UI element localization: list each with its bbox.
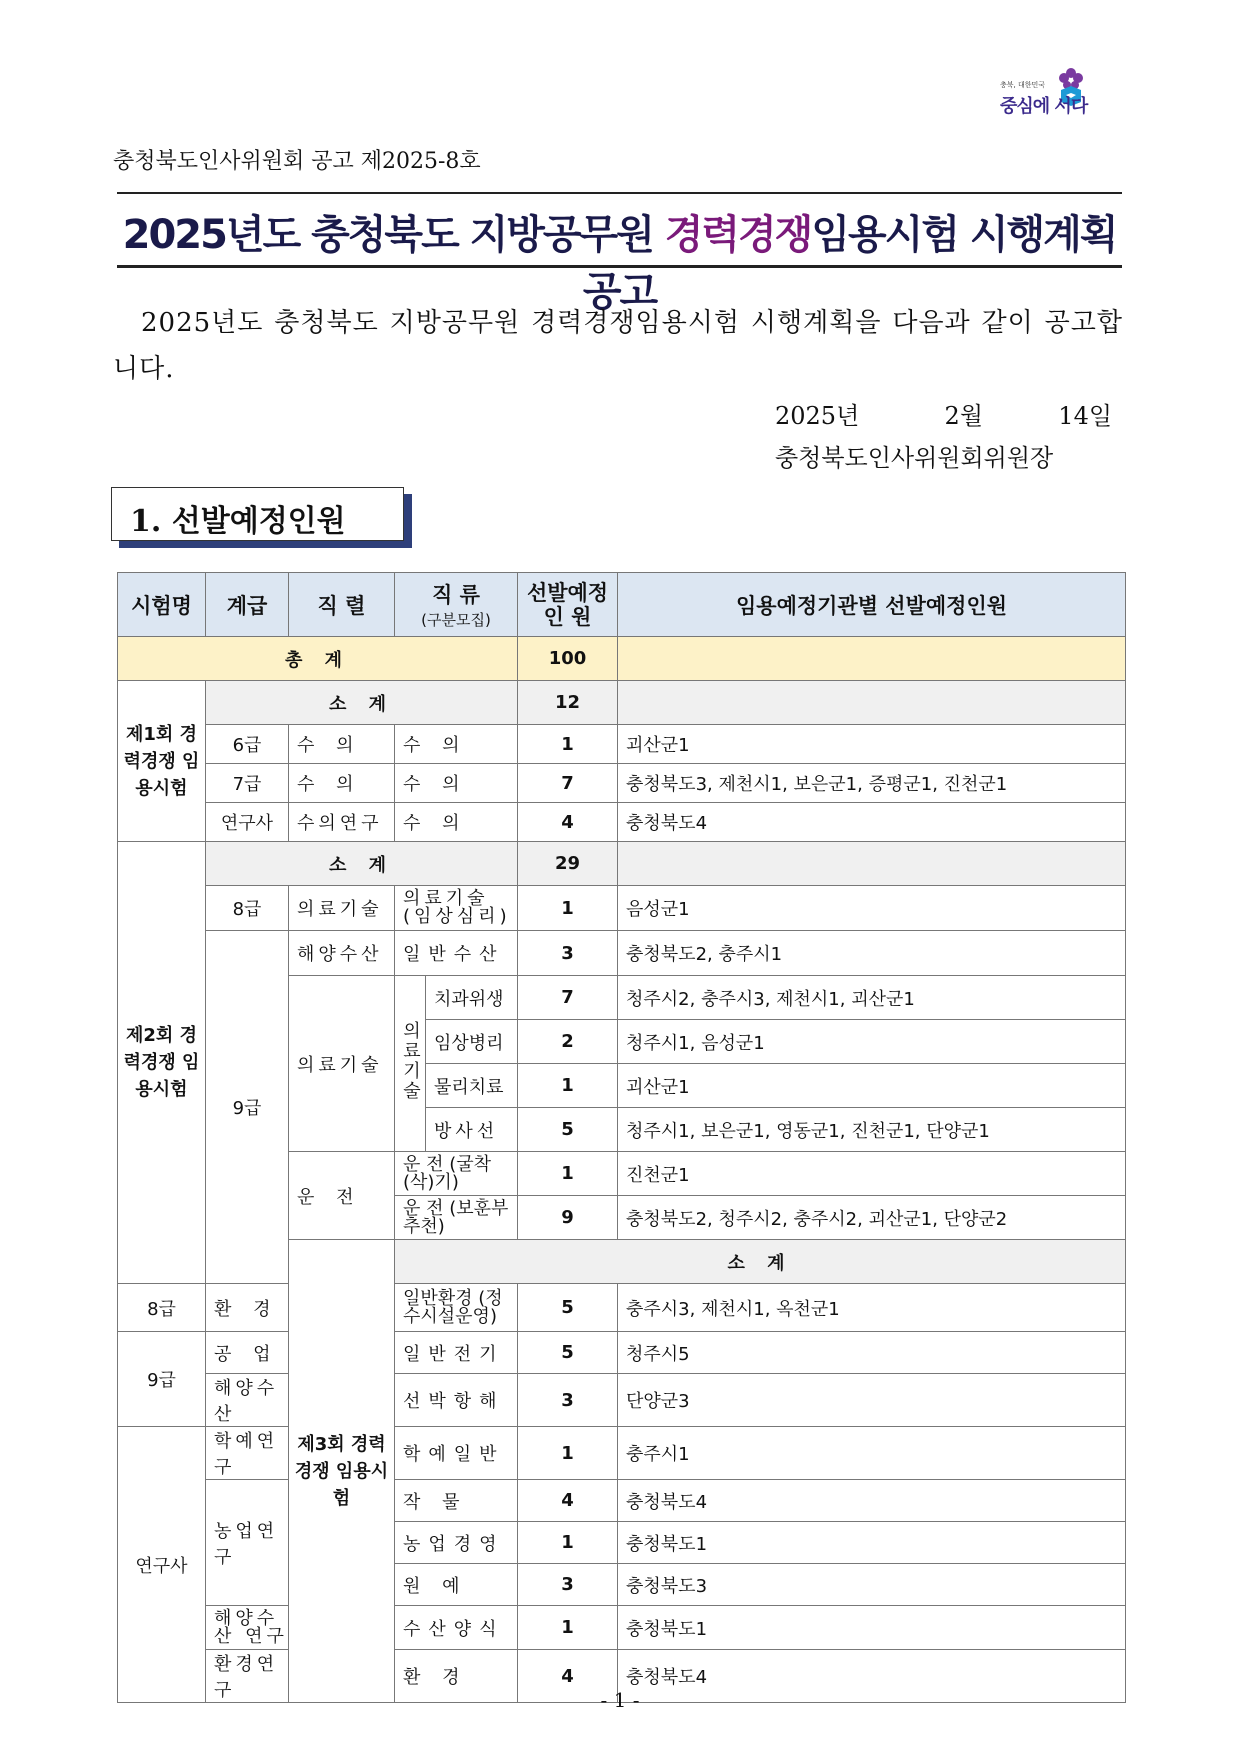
cell-count: 5 [518, 1332, 618, 1374]
cell-series: 농업연구 [206, 1480, 289, 1606]
cell-count: 3 [518, 1374, 618, 1427]
cell-class: 환 경 [395, 1650, 518, 1703]
table-row [118, 725, 1126, 764]
title-rule-bottom [117, 265, 1122, 268]
cell-count: 4 [518, 1650, 618, 1703]
cell-class: 학예일반 [395, 1427, 518, 1480]
date-year: 2025년 [775, 402, 860, 430]
cell-agencies: 충주시3, 제천시1, 옥천군1 [618, 1284, 1126, 1332]
table-row [118, 931, 1126, 976]
cell-series: 수 의 [289, 764, 395, 803]
cell-series: 학예연구 [206, 1427, 289, 1480]
table-row [118, 1480, 1126, 1522]
cell-agencies: 단양군3 [618, 1374, 1126, 1427]
cell-count: 1 [518, 1427, 618, 1480]
total-count: 100 [518, 637, 618, 681]
cell-class: 임상병리 [426, 1020, 518, 1064]
cell-class: 수산양식 [395, 1606, 518, 1650]
header-grade: 계급 [206, 573, 289, 637]
cell-agencies: 충청북도1 [618, 1522, 1126, 1564]
cell-count: 1 [518, 1064, 618, 1108]
cell-grade: 연구사 [118, 1427, 206, 1703]
cell-count: 1 [518, 1606, 618, 1650]
cell-count: 4 [518, 803, 618, 842]
page-number: - 1 - [600, 1688, 640, 1712]
cell-agencies: 청주시2, 충주시3, 제천시1, 괴산군1 [618, 976, 1126, 1020]
cell-class: 수 의 [395, 764, 518, 803]
header-class: 직 류 (구분모집) [395, 573, 518, 637]
cell-count: 1 [518, 1152, 618, 1196]
cell-agencies: 괴산군1 [618, 1064, 1126, 1108]
table-row [118, 1606, 1126, 1650]
cell-count: 2 [518, 1020, 618, 1064]
cell-count: 3 [518, 1564, 618, 1606]
cell-agencies: 충청북도3, 제천시1, 보은군1, 증평군1, 진천군1 [618, 764, 1126, 803]
cell-count: 1 [518, 886, 618, 931]
exam-name: 제1회 경력경쟁 임용시험 [118, 681, 206, 842]
section-heading-box [111, 487, 404, 541]
title-after: 임용시험 시행계획 공고 [582, 212, 1117, 315]
cell-count: 4 [518, 1480, 618, 1522]
table-row [118, 803, 1126, 842]
cell-count: 7 [518, 764, 618, 803]
cell-series: 수의연구 [289, 803, 395, 842]
cell-class: 치과위생 [426, 976, 518, 1020]
cell-class: 원 예 [395, 1564, 518, 1606]
subtotal-count: 12 [518, 681, 618, 725]
notice-number: 충청북도인사위원회 공고 제2025-8호 [113, 149, 481, 174]
cell-class: 일반수산 [395, 931, 518, 976]
cell-count: 1 [518, 725, 618, 764]
subtotal-label: 소 계 [395, 1240, 1126, 1284]
notice-date [775, 396, 1112, 431]
cell-count: 7 [518, 976, 618, 1020]
cell-agencies: 충주시1 [618, 1427, 1126, 1480]
cell-agencies: 충청북도4 [618, 1650, 1126, 1703]
table-row [118, 1332, 1126, 1374]
header-exam: 시험명 [118, 573, 206, 637]
cell-grade: 7급 [206, 764, 289, 803]
cell-count: 9 [518, 1196, 618, 1240]
table-row [118, 1284, 1126, 1332]
cell-count: 1 [518, 1522, 618, 1564]
logo [1000, 66, 1124, 120]
cell-agencies: 충청북도4 [618, 1480, 1126, 1522]
cell-grade: 연구사 [206, 803, 289, 842]
cell-grade: 8급 [206, 886, 289, 931]
cell-series: 운 전 [289, 1152, 395, 1240]
cell-series: 해양수산 [289, 931, 395, 976]
logo-tagline: 충북, 대한민국 [1000, 81, 1046, 89]
subtotal-label: 소 계 [206, 842, 518, 886]
date-month: 2월 [944, 402, 984, 430]
cell-class: 수 의 [395, 725, 518, 764]
cell-agencies: 충청북도3 [618, 1564, 1126, 1606]
table-row [118, 1374, 1126, 1427]
table-row [118, 886, 1126, 931]
header-count: 선발예정 인 원 [518, 573, 618, 637]
cell-agencies: 충청북도4 [618, 803, 1126, 842]
table-row [118, 764, 1126, 803]
table-header-row [118, 573, 1126, 637]
selection-table [117, 572, 1126, 1703]
cell-agencies: 진천군1 [618, 1152, 1126, 1196]
exam-name: 제2회 경력경쟁 임용시험 [118, 842, 206, 1284]
cell-class: 의료기술 (임상심리) [395, 886, 518, 931]
logo-wordmark: 중심에 서다 [1000, 96, 1088, 117]
cell-grade: 9급 [118, 1332, 206, 1427]
cell-class: 물리치료 [426, 1064, 518, 1108]
cell-agencies: 충청북도1 [618, 1606, 1126, 1650]
cell-series: 수 의 [289, 725, 395, 764]
cell-count: 5 [518, 1284, 618, 1332]
total-row [118, 637, 1126, 681]
cell-series: 의료기술 [289, 976, 395, 1152]
title-rule-top [117, 192, 1122, 194]
cell-grade: 8급 [118, 1284, 206, 1332]
table-row [118, 1427, 1126, 1480]
cell-agencies: 충청북도2, 청주시2, 충주시2, 괴산군1, 단양군2 [618, 1196, 1126, 1240]
cell-series: 공 업 [206, 1332, 289, 1374]
header-agencies: 임용예정기관별 선발예정인원 [618, 573, 1126, 637]
cell-agencies: 음성군1 [618, 886, 1126, 931]
cell-class: 농업경영 [395, 1522, 518, 1564]
header-class-sub: (구분모집) [421, 611, 491, 629]
cell-series: 해양수산 연구 [206, 1606, 289, 1650]
cell-agencies: 청주시1, 보은군1, 영동군1, 진천군1, 단양군1 [618, 1108, 1126, 1152]
cell-class: 일반환경 (정수시설운영) [395, 1284, 518, 1332]
cell-series: 의료기술 [289, 886, 395, 931]
cell-count: 3 [518, 931, 618, 976]
title-before: 2025년도 충청북도 지방공무원 [122, 212, 665, 258]
total-label: 총 계 [118, 637, 518, 681]
cell-class: 운 전 (굴착(삭)기) [395, 1152, 518, 1196]
cell-count: 5 [518, 1108, 618, 1152]
subtotal-row [118, 842, 1126, 886]
cell-class: 방사선 [426, 1108, 518, 1152]
title-accent: 경력경쟁 [664, 212, 812, 258]
subtotal-row [118, 681, 1126, 725]
intro-paragraph: 2025년도 충청북도 지방공무원 경력경쟁임용시험 시행계획을 다음과 같이 공고합니다. [113, 308, 1123, 384]
date-day: 14일 [1058, 402, 1113, 430]
cell-agencies: 청주시1, 음성군1 [618, 1020, 1126, 1064]
cell-class: 일반전기 [395, 1332, 518, 1374]
exam-name: 제3회 경력경쟁 임용시험 [289, 1240, 395, 1703]
cell-class: 수 의 [395, 803, 518, 842]
section-heading: 1. 선발예정인원 [130, 504, 346, 539]
cell-grade: 6급 [206, 725, 289, 764]
header-series: 직 렬 [289, 573, 395, 637]
cell-agencies: 괴산군1 [618, 725, 1126, 764]
cell-class-group: 의료기술 [395, 976, 426, 1152]
cell-series: 해양수산 [206, 1374, 289, 1427]
subtotal-count: 29 [518, 842, 618, 886]
cell-class: 운 전 (보훈부추천) [395, 1196, 518, 1240]
cell-class: 선박항해 [395, 1374, 518, 1427]
cell-agencies: 충청북도2, 충주시1 [618, 931, 1126, 976]
subtotal-label: 소 계 [206, 681, 518, 725]
issuer: 충청북도인사위원회위원장 [775, 444, 1054, 472]
cell-agencies: 청주시5 [618, 1332, 1126, 1374]
cell-grade: 9급 [206, 931, 289, 1284]
cell-series: 환 경 [206, 1284, 289, 1332]
cell-series: 환경연구 [206, 1650, 289, 1703]
cell-class: 작 물 [395, 1480, 518, 1522]
